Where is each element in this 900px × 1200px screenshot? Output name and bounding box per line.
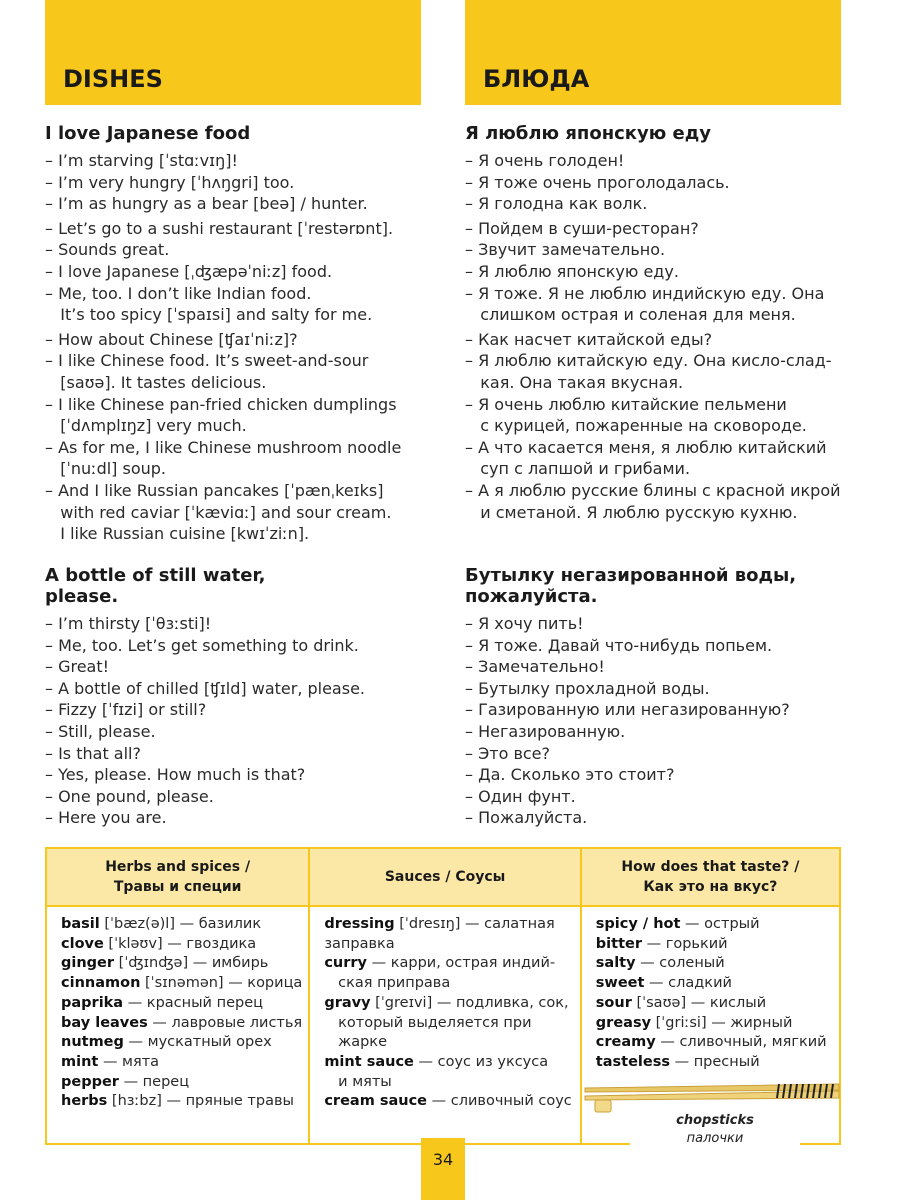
dialogue-line: – Негазированную. (465, 721, 626, 741)
dialogue-line: – I’m starving [ˈstɑːvɪŋ]! (45, 151, 238, 170)
vocab-translation: — сливочный соус (427, 1093, 572, 1110)
dialogue-line: – Here you are. (45, 808, 167, 828)
section-heading: A bottle of still water, please. (45, 565, 266, 607)
dialogue-line: – Me, too. I don’t like Indian food. (45, 283, 312, 303)
vocab-translation: [ˈsɪnəmən] — корица (140, 975, 303, 992)
vocab-entry (61, 1073, 302, 1093)
header-ru (465, 0, 841, 105)
vocab-column-sauces (309, 906, 580, 1144)
dialogue-line: [ˈnuːdl] soup. (45, 459, 167, 479)
vocab-entry (596, 1053, 833, 1073)
vocab-term: greasy (595, 1014, 652, 1031)
dialogue-line: – I’m very hungry [ˈhʌŋgri] too. (45, 172, 295, 192)
dialogue-line: кая. Она такая вкусная. (465, 372, 684, 392)
dialogue-water-ru (465, 565, 885, 829)
dialogue-line: – A bottle of chilled [ʧɪld] water, please. (45, 678, 365, 698)
chopsticks-icon (585, 1084, 839, 1112)
vocab-term: sour (595, 994, 632, 1011)
vocab-term: clove (61, 935, 104, 952)
dialogue-line: – Пойдем в суши-ресторан? (465, 218, 699, 238)
vocab-translation: — карри, острая индий- (367, 955, 556, 972)
header-en (45, 0, 421, 105)
vocab-entry (596, 974, 833, 994)
vocab-entry (596, 935, 833, 955)
vocab-translation: который выделяется при (324, 1014, 532, 1031)
vocab-entry (596, 994, 833, 1014)
dialogue-line: – Я люблю китайскую еду. Она кисло-слад- (465, 351, 832, 371)
page-number: 34 (421, 1138, 465, 1200)
vocab-translation: — мята (98, 1053, 160, 1070)
dialogue-line: – Замечательно! (465, 657, 605, 677)
vocab-translation: — пресный (669, 1053, 760, 1070)
vocab-term: cream sauce (324, 1093, 428, 1110)
dialogue-line: – Still, please. (45, 721, 156, 741)
dialogue-line: – Me, too. Let’s get something to drink. (45, 635, 359, 655)
dialogue-line: – Я тоже. Давай что-нибудь попьем. (465, 635, 773, 655)
dialogue-group (45, 218, 445, 326)
dialogue-line: I like Russian cuisine [kwɪˈziːn]. (45, 524, 310, 544)
dialogue-line: – А что касается меня, я люблю китайский (465, 437, 827, 457)
vocab-entry (61, 915, 302, 935)
vocab-translation: — горький (642, 935, 728, 952)
vocab-entry (324, 1033, 573, 1053)
vocab-entry (324, 1092, 573, 1112)
dialogue-line: – Yes, please. How much is that? (45, 765, 306, 785)
vocab-translation: [ˈdresɪŋ] — салатная (394, 916, 555, 932)
dialogue-line: – Газированную или негазированную? (465, 700, 790, 720)
dialogue-line: – Я голодна как волк. (465, 194, 648, 214)
dialogue-line: – Is that all? (45, 743, 141, 763)
dialogue-line: – I like Chinese food. It’s sweet-and-sour (45, 351, 369, 371)
dialogue-line: – Я очень люблю китайские пельмени (465, 394, 787, 414)
dialogue-line: суп с лапшой и грибами. (465, 459, 691, 479)
vocab-term: basil (61, 916, 100, 932)
dialogue-line: – Да. Сколько это стоит? (465, 765, 675, 785)
dialogue-line: – How about Chinese [ʧaɪˈniːz]? (45, 329, 298, 349)
dialogue-line: – One pound, please. (45, 786, 214, 806)
vocab-term: spicy / hot (595, 916, 681, 932)
dialogue-water-en (45, 565, 445, 829)
vocab-term: salty (595, 955, 636, 972)
vocab-translation: — соус из уксуса (413, 1053, 549, 1070)
dialogue-line: – Я люблю японскую еду. (465, 261, 679, 281)
vocab-translation: — мускатный орех (123, 1034, 272, 1051)
dialogue-line: It’s too spicy [ˈspaɪsi] and salty for me. (45, 305, 373, 325)
page-title-ru: БЛЮДА (483, 65, 590, 93)
vocab-term: creamy (595, 1034, 656, 1051)
vocab-entry (324, 1053, 573, 1073)
vocab-translation: заправка (324, 935, 395, 952)
vocab-translation: [ˈkləʊv] — гвоздика (103, 935, 257, 952)
dialogue-line: – Я хочу пить! (465, 614, 584, 633)
dialogue-line: – I’m as hungry as a bear [beə] / hunter. (45, 194, 368, 214)
dialogue-line: – Бутылку прохладной воды. (465, 678, 710, 698)
dialogue-line: – Я тоже. Я не люблю индийскую еду. Она (465, 283, 825, 303)
dialogue-line: – Great! (45, 657, 110, 677)
vocab-translation: ская приправа (324, 975, 451, 992)
dialogue-japanese-ru (465, 123, 885, 523)
vocab-term: nutmeg (61, 1034, 124, 1051)
section-heading: Бутылку негазированной воды, пожалуйста. (465, 565, 797, 607)
dialogue-line: с курицей, пожаренные на сковороде. (465, 416, 807, 436)
vocab-term: gravy (324, 994, 371, 1011)
vocab-translation: [ˈgriːsi] — жирный (651, 1014, 793, 1031)
vocab-translation: — острый (680, 916, 760, 932)
vocab-entry (324, 974, 573, 994)
dialogue-line: – I love Japanese [ˌʤæpəˈniːz] food. (45, 261, 333, 281)
vocab-term: pepper (61, 1073, 119, 1090)
dialogue-line: – Fizzy [ˈfɪzi] or still? (45, 700, 207, 720)
dialogue-line: – Один фунт. (465, 786, 576, 806)
dialogue-line: with red caviar [ˈkæviɑː] and sour cream. (45, 502, 392, 522)
vocab-entry (596, 915, 833, 935)
vocab-entry (324, 935, 573, 955)
dialogue-line: – Let’s go to a sushi restaurant [ˈrestərɒnt]. (45, 218, 394, 238)
vocab-term: tasteless (595, 1053, 670, 1070)
vocab-term: dressing (324, 916, 395, 932)
vocab-entry (324, 954, 573, 974)
dialogue-line: слишком острая и соленая для меня. (465, 305, 796, 325)
dialogue-line: – Это все? (465, 743, 551, 763)
dialogue-line: – Пожалуйста. (465, 808, 588, 828)
vocab-entry (596, 1033, 833, 1053)
dialogue-line: – I like Chinese pan-fried chicken dumplings (45, 394, 397, 414)
dialogue-line: – А я люблю русские блины с красной икрой (465, 480, 841, 500)
column-header-sauces: Sauces / Соусы (309, 848, 580, 906)
dialogue-line: – As for me, I like Chinese mushroom noodle (45, 437, 402, 457)
vocab-term: bitter (595, 935, 642, 952)
vocab-term: curry (324, 955, 367, 972)
vocab-entry (324, 1073, 573, 1093)
section-heading: Я люблю японскую еду (465, 123, 711, 144)
vocab-term: mint (61, 1053, 99, 1070)
page-title-en: DISHES (63, 65, 163, 93)
dialogue-line: – And I like Russian pancakes [ˈpænˌkeɪks] (45, 480, 384, 500)
dialogue-group (465, 150, 885, 215)
image-caption: chopsticks палочки (630, 1112, 800, 1148)
dialogue-line: и сметаной. Я люблю русскую кухню. (465, 502, 798, 522)
dialogue-group (45, 613, 445, 829)
vocab-term: bay leaves (61, 1014, 148, 1031)
vocab-translation: [ˈbæz(ə)l] — базилик (99, 916, 262, 932)
dialogue-line: – Я очень голоден! (465, 151, 625, 170)
vocab-translation: — сладкий (644, 975, 732, 992)
vocab-column-herbs (46, 906, 309, 1144)
dialogue-line: – Как насчет китайской еды? (465, 329, 713, 349)
section-heading: I love Japanese food (45, 123, 251, 144)
dialogue-line: – Я тоже очень проголодалась. (465, 172, 730, 192)
vocab-term: herbs (61, 1093, 108, 1110)
column-header-taste: How does that taste? / Как это на вкус? (581, 848, 840, 906)
vocab-translation: — перец (118, 1073, 190, 1090)
vocab-translation: и мяты (324, 1073, 392, 1090)
vocab-translation: — красный перец (123, 994, 263, 1011)
vocab-entry (61, 1033, 302, 1053)
dialogue-japanese-en (45, 123, 445, 545)
vocab-translation: — соленый (635, 955, 725, 972)
vocab-entry (324, 994, 573, 1014)
vocab-term: sweet (595, 975, 645, 992)
vocab-entry (596, 954, 833, 974)
vocab-entry (61, 1092, 302, 1112)
dialogue-line: – Sounds great. (45, 240, 170, 260)
vocab-translation: [ˈgreɪvi] — подливка, сок, (370, 994, 569, 1011)
vocab-term: paprika (61, 994, 124, 1011)
vocab-translation: [ˈsaʊə] — кислый (631, 994, 767, 1011)
vocab-translation: — лавровые листья (147, 1014, 303, 1031)
dialogue-line: [ˈdʌmplɪŋz] very much. (45, 416, 247, 436)
vocab-translation: жарке (324, 1034, 387, 1051)
dialogue-line: – Звучит замечательно. (465, 240, 666, 260)
vocab-translation: — сливочный, мягкий (655, 1034, 827, 1051)
vocab-entry (61, 994, 302, 1014)
vocab-entry (61, 954, 302, 974)
dialogue-group (45, 329, 445, 545)
dialogue-group (465, 218, 885, 326)
dialogue-group (465, 613, 885, 829)
vocab-translation: [hɜːbz] — пряные травы (107, 1093, 294, 1110)
vocab-entry (596, 1014, 833, 1034)
vocab-entry (324, 915, 573, 935)
vocab-term: ginger (61, 955, 115, 972)
vocab-translation: [ˈʤɪnʤə] — имбирь (114, 955, 269, 972)
dialogue-line: [saʊə]. It tastes delicious. (45, 372, 267, 392)
vocab-entry (324, 1014, 573, 1034)
vocab-entry (61, 935, 302, 955)
dialogue-group (465, 329, 885, 523)
vocab-entry (61, 1053, 302, 1073)
vocab-term: cinnamon (61, 975, 141, 992)
vocab-entry (61, 1014, 302, 1034)
dialogue-group (45, 150, 445, 215)
column-header-herbs: Herbs and spices / Травы и специи (46, 848, 309, 906)
vocab-entry (61, 974, 302, 994)
vocab-term: mint sauce (324, 1053, 414, 1070)
dialogue-line: – I’m thirsty [ˈθɜːsti]! (45, 614, 212, 633)
